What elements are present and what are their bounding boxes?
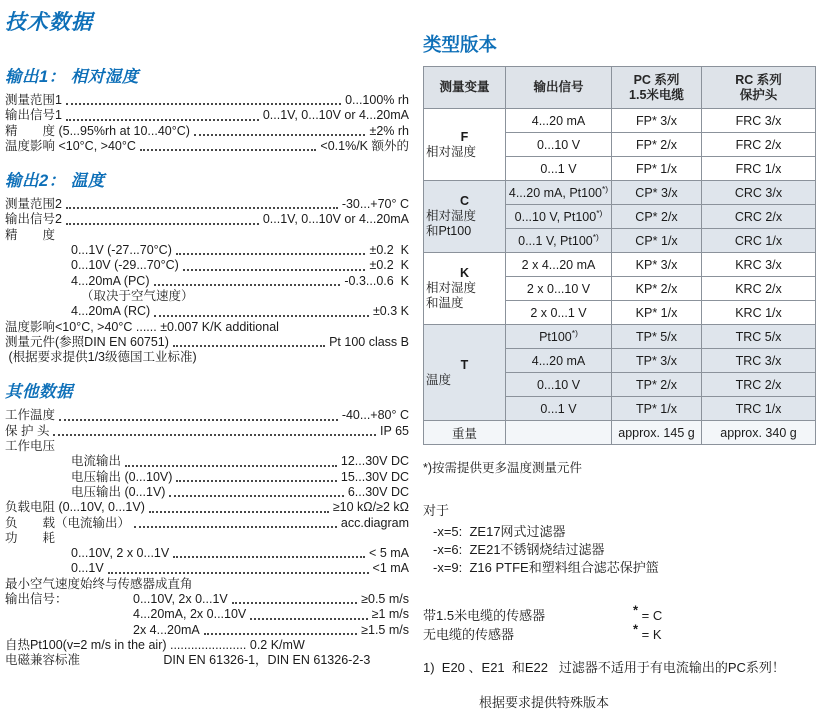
page-title: 技术数据	[5, 11, 93, 34]
spec-value: ≥0.5 m/s	[361, 592, 409, 607]
header-line: 1.5米电缆	[629, 87, 684, 102]
table-row	[424, 325, 816, 349]
group-letter: F	[460, 129, 469, 144]
dotted-leader	[183, 269, 366, 271]
output-signal-cell: 0...1 V	[506, 157, 612, 181]
dotted-leader	[66, 207, 338, 209]
header-line: 输出信号	[533, 80, 584, 95]
dotted-leader	[140, 149, 317, 151]
spec-line	[5, 139, 409, 154]
dotted-leader	[169, 495, 343, 497]
measured-variable-cell	[424, 253, 506, 325]
spec-label: 0...1V (-27...70°C)	[71, 243, 172, 258]
output-signal-cell: Pt100*)	[506, 325, 612, 349]
rc-series-cell: KRC 3/x	[702, 253, 816, 277]
output-signal-cell: 4...20 mA	[506, 109, 612, 133]
group-name-line: 和Pt100	[426, 224, 472, 238]
spec-label: 电流输出	[71, 454, 122, 469]
spec-label: 0...1V	[71, 561, 104, 576]
spec-line	[5, 439, 409, 454]
spec-value: ±0.2 K	[369, 243, 409, 258]
dotted-leader	[173, 345, 325, 347]
dotted-leader	[149, 511, 329, 513]
table-header-cell	[702, 67, 816, 109]
spec-line	[5, 546, 409, 561]
spec-label: 负载电阻 (0...10V, 0...1V)	[5, 500, 145, 515]
spec-value: 0...1V, 0...10V or 4...20mA	[262, 108, 409, 123]
spec-value: ≥1 m/s	[371, 607, 409, 622]
spec-section	[5, 378, 409, 668]
spec-line	[5, 274, 409, 289]
spec-label: 输出信号1	[5, 108, 62, 123]
group-name-line: 相对湿度	[426, 209, 477, 223]
special-versions-note: 根据要求提供特殊版本	[479, 695, 610, 710]
group-name-line: 相对湿度	[426, 281, 477, 295]
weight-pc-cell: approx. 145 g	[612, 421, 702, 445]
output-signal-cell: 2 x 0...1 V	[506, 301, 612, 325]
filter-options-intro: 对于	[423, 503, 450, 518]
dotted-leader	[176, 480, 336, 482]
spec-value: <1 mA	[372, 561, 409, 576]
asterisk-marker: *	[633, 602, 639, 618]
table-footnote: *)按需提供更多温度测量元件	[423, 461, 583, 475]
rc-series-cell: TRC 1/x	[702, 397, 816, 421]
table-body	[424, 109, 816, 445]
footnote-marker: *)	[596, 207, 603, 218]
dotted-leader	[250, 618, 367, 620]
pc-series-cell: FP* 2/x	[612, 133, 702, 157]
spec-label: 保 护 头	[5, 423, 50, 438]
spec-label: 工作温度	[5, 408, 56, 423]
legend-eq: = K	[638, 627, 662, 642]
legend-label: 带1.5米电缆的传感器	[423, 608, 546, 623]
measured-variable-cell	[424, 325, 506, 421]
header-line: PC 系列	[633, 73, 680, 87]
rc-series-cell: KRC 1/x	[702, 301, 816, 325]
output-signal-cell: 0...10 V	[506, 373, 612, 397]
pc-series-cell: CP* 2/x	[612, 205, 702, 229]
dotted-leader	[204, 633, 357, 635]
spec-label: 功 耗	[5, 530, 56, 545]
spec-line	[5, 454, 409, 469]
rc-series-cell: FRC 3/x	[702, 109, 816, 133]
header-line: 保护头	[739, 87, 778, 102]
spec-value: -30...+70° C	[341, 197, 409, 212]
pc-series-cell: KP* 2/x	[612, 277, 702, 301]
spec-sections	[5, 63, 409, 669]
rc-series-cell: CRC 2/x	[702, 205, 816, 229]
legend-eq: = C	[638, 608, 663, 623]
spec-label: 电压输出 (0...10V)	[71, 469, 173, 484]
group-letter: T	[460, 357, 469, 372]
output-signal-cell: 4...20 mA, Pt100*)	[506, 181, 612, 205]
header-line: 测量变量	[439, 80, 490, 95]
spec-label: 电压输出 (0...1V)	[71, 484, 166, 499]
rc-series-cell: CRC 3/x	[702, 181, 816, 205]
spec-value: 15...30V DC	[340, 469, 409, 484]
spec-label: 精 度	[5, 227, 56, 242]
spec-line	[5, 592, 409, 607]
spec-value: 6...30V DC	[347, 484, 409, 499]
type-versions-title: 类型版本	[423, 34, 498, 55]
spec-value: -0.3...0.6 K	[344, 273, 409, 288]
spec-value: IP 65	[380, 423, 409, 438]
spec-line	[5, 577, 409, 592]
spec-line	[5, 243, 409, 258]
spec-value: 12...30V DC	[340, 454, 409, 469]
spec-line	[5, 108, 409, 123]
weight-rc-cell: approx. 340 g	[702, 421, 816, 445]
spec-value: acc.diagram	[340, 515, 409, 530]
dotted-leader	[66, 119, 259, 121]
spec-value: 0...100% rh	[345, 93, 409, 107]
group-name-line: 温度	[426, 372, 452, 387]
pc-series-cell: FP* 1/x	[612, 157, 702, 181]
weight-signal-cell	[506, 421, 612, 445]
pc-series-cell: KP* 3/x	[612, 253, 702, 277]
legend-value	[633, 621, 662, 644]
weight-label-cell: 重量	[424, 421, 506, 445]
technical-data-column	[5, 2, 409, 669]
spec-value: ≥1.5 m/s	[361, 622, 409, 637]
filter-options-list	[423, 523, 816, 577]
weight-row	[424, 421, 816, 445]
spec-label: (根据要求提供1/3级德国工业标准)	[5, 350, 197, 365]
dotted-leader	[108, 572, 369, 574]
pc-series-cell: TP* 1/x	[612, 397, 702, 421]
spec-line	[5, 500, 409, 515]
spec-value: <0.1%/K 额外的	[320, 138, 409, 153]
spec-line	[5, 228, 409, 243]
spec-label: （取决于空气速度）	[81, 288, 194, 303]
spec-label: 4...20mA, 2x 0...10V	[133, 607, 247, 622]
rc-series-cell: KRC 2/x	[702, 277, 816, 301]
table-header-cell	[506, 67, 612, 109]
spec-line	[5, 561, 409, 576]
output-signal-cell: 0...1 V, Pt100*)	[506, 229, 612, 253]
type-versions-table	[423, 66, 816, 445]
table-row	[424, 253, 816, 277]
output-signal-cell: 0...10 V	[506, 133, 612, 157]
measured-variable-cell	[424, 109, 506, 181]
dotted-leader	[154, 315, 369, 317]
spec-label: 测量元件(参照DIN EN 60751)	[5, 334, 169, 349]
output-signal-cell: 2 x 0...10 V	[506, 277, 612, 301]
output-signal-cell: 0...1 V	[506, 397, 612, 421]
dotted-leader	[66, 103, 341, 105]
spec-line: 电磁兼容标准 DIN EN 61326-1，DIN EN 61326-2-3	[5, 653, 371, 668]
section-heading: 输出1： 相对湿度	[5, 68, 139, 86]
pc-series-cell: CP* 1/x	[612, 229, 702, 253]
filter-option-item: -x=6: ZE21不锈钢烧结过滤器	[433, 542, 605, 557]
footnote-marker: *)	[601, 183, 609, 194]
dotted-leader	[194, 134, 366, 136]
spec-prefix: 输出信号：	[5, 592, 68, 607]
spec-line	[5, 212, 409, 227]
spec-value: ±0.3 K	[372, 304, 409, 319]
spec-line: 温度影响<10°C, >40°C ...... ±0.007 K/K additional	[5, 319, 279, 334]
footnote-marker: *)	[571, 327, 578, 338]
spec-line	[5, 531, 409, 546]
spec-value: ±0.2 K	[369, 258, 409, 273]
spec-label: 0...10V, 2 x 0...1V	[71, 546, 170, 561]
rc-series-cell: TRC 3/x	[702, 349, 816, 373]
spec-section	[5, 63, 409, 154]
pc-series-cell: TP* 2/x	[612, 373, 702, 397]
table-row	[424, 109, 816, 133]
pc-series-cell: CP* 3/x	[612, 181, 702, 205]
measured-variable-cell	[424, 181, 506, 253]
filter-compatibility-note: 1) E20 、E21 和E22 过滤器不适用于有电流输出的PC系列！	[423, 660, 785, 675]
filter-option-item: -x=5: ZE17网式过滤器	[433, 524, 566, 539]
output-signal-cell: 2 x 4...20 mA	[506, 253, 612, 277]
group-name-line: 相对湿度	[426, 144, 477, 159]
spec-value: 0...1V, 0...10V or 4...20mA	[262, 212, 409, 227]
spec-label: 输出信号2	[5, 212, 62, 227]
dotted-leader	[232, 602, 357, 604]
spec-label: 精 度 (5...95%rh at 10...40°C)	[5, 123, 190, 138]
spec-label: 测量范围1	[5, 93, 62, 107]
table-row	[424, 181, 816, 205]
spec-label: 最小空气速度始终与传感器成直角	[5, 576, 193, 591]
spec-label: 温度影响 <10°C, >40°C	[5, 138, 136, 153]
table-header-cell	[612, 67, 702, 109]
group-letter: K	[459, 266, 470, 280]
spec-line	[5, 485, 409, 500]
spec-label: 2x 4...20mA	[133, 622, 200, 637]
pc-series-cell: TP* 3/x	[612, 349, 702, 373]
legend-row	[423, 621, 816, 644]
dotted-leader	[176, 253, 366, 255]
dotted-leader	[154, 284, 341, 286]
spec-value: ±2% rh	[369, 123, 409, 138]
sensor-legend	[423, 602, 816, 644]
spec-label: 0...10V (-29...70°C)	[71, 258, 179, 273]
output-signal-cell: 4...20 mA	[506, 349, 612, 373]
spec-line	[5, 350, 409, 365]
table-header-cell	[424, 67, 506, 109]
dotted-leader	[59, 419, 338, 421]
spec-label: 测量范围2	[5, 197, 62, 212]
spec-line	[5, 289, 409, 304]
spec-line	[5, 408, 409, 423]
spec-value: -40...+80° C	[341, 408, 409, 423]
spec-line	[5, 335, 409, 350]
dotted-leader	[173, 556, 365, 558]
spec-label: 4...20mA (PC)	[71, 273, 150, 288]
spec-line	[5, 623, 409, 638]
section-heading: 其他数据	[5, 383, 73, 402]
rc-series-cell: CRC 1/x	[702, 229, 816, 253]
legend-label: 无电缆的传感器	[423, 627, 515, 642]
dotted-leader	[66, 223, 259, 225]
rc-series-cell: TRC 5/x	[702, 325, 816, 349]
spec-line	[5, 93, 409, 108]
group-letter: C	[459, 194, 470, 208]
spec-label: 0...10V, 2x 0...1V	[133, 592, 228, 607]
spec-line	[5, 470, 409, 485]
spec-section	[5, 167, 409, 365]
spec-label: 负 载（电流输出）	[5, 515, 131, 530]
spec-line	[5, 197, 409, 212]
dotted-leader	[125, 465, 337, 467]
rc-series-cell: TRC 2/x	[702, 373, 816, 397]
section-heading: 输出2： 温度	[5, 172, 105, 191]
spec-value: < 5 mA	[369, 546, 409, 561]
type-versions-column	[423, 0, 816, 711]
spec-label: 工作电压	[5, 439, 56, 454]
spec-line	[5, 258, 409, 273]
pc-series-cell: FP* 3/x	[612, 109, 702, 133]
filter-option-item: -x=9: Z16 PTFE和塑料组合滤芯保护篮	[433, 560, 659, 575]
footnote-marker: *)	[592, 231, 599, 242]
legend-row	[423, 602, 816, 625]
spec-value: Pt 100 class B	[329, 334, 409, 349]
output-signal-cell: 0...10 V, Pt100*)	[506, 205, 612, 229]
spec-line	[5, 607, 409, 622]
spec-line	[5, 124, 409, 139]
spec-label: 4...20mA (RC)	[71, 304, 151, 319]
dotted-leader	[134, 526, 337, 528]
spec-line	[5, 516, 409, 531]
spec-line: 自热Pt100(v=2 m/s in the air) ...................... 0.2 K/mW	[5, 637, 305, 652]
pc-series-cell: KP* 1/x	[612, 301, 702, 325]
asterisk-marker: *	[633, 621, 639, 637]
group-name-line: 和温度	[426, 296, 464, 310]
header-line: RC 系列	[735, 73, 782, 87]
rc-series-cell: FRC 2/x	[702, 133, 816, 157]
spec-line	[5, 304, 409, 319]
table-header-row	[424, 67, 816, 109]
spec-value: ≥10 kΩ/≥2 kΩ	[332, 500, 409, 515]
table-head	[424, 67, 816, 109]
pc-series-cell: TP* 5/x	[612, 325, 702, 349]
dotted-leader	[53, 434, 376, 436]
spec-line	[5, 424, 409, 439]
rc-series-cell: FRC 1/x	[702, 157, 816, 181]
